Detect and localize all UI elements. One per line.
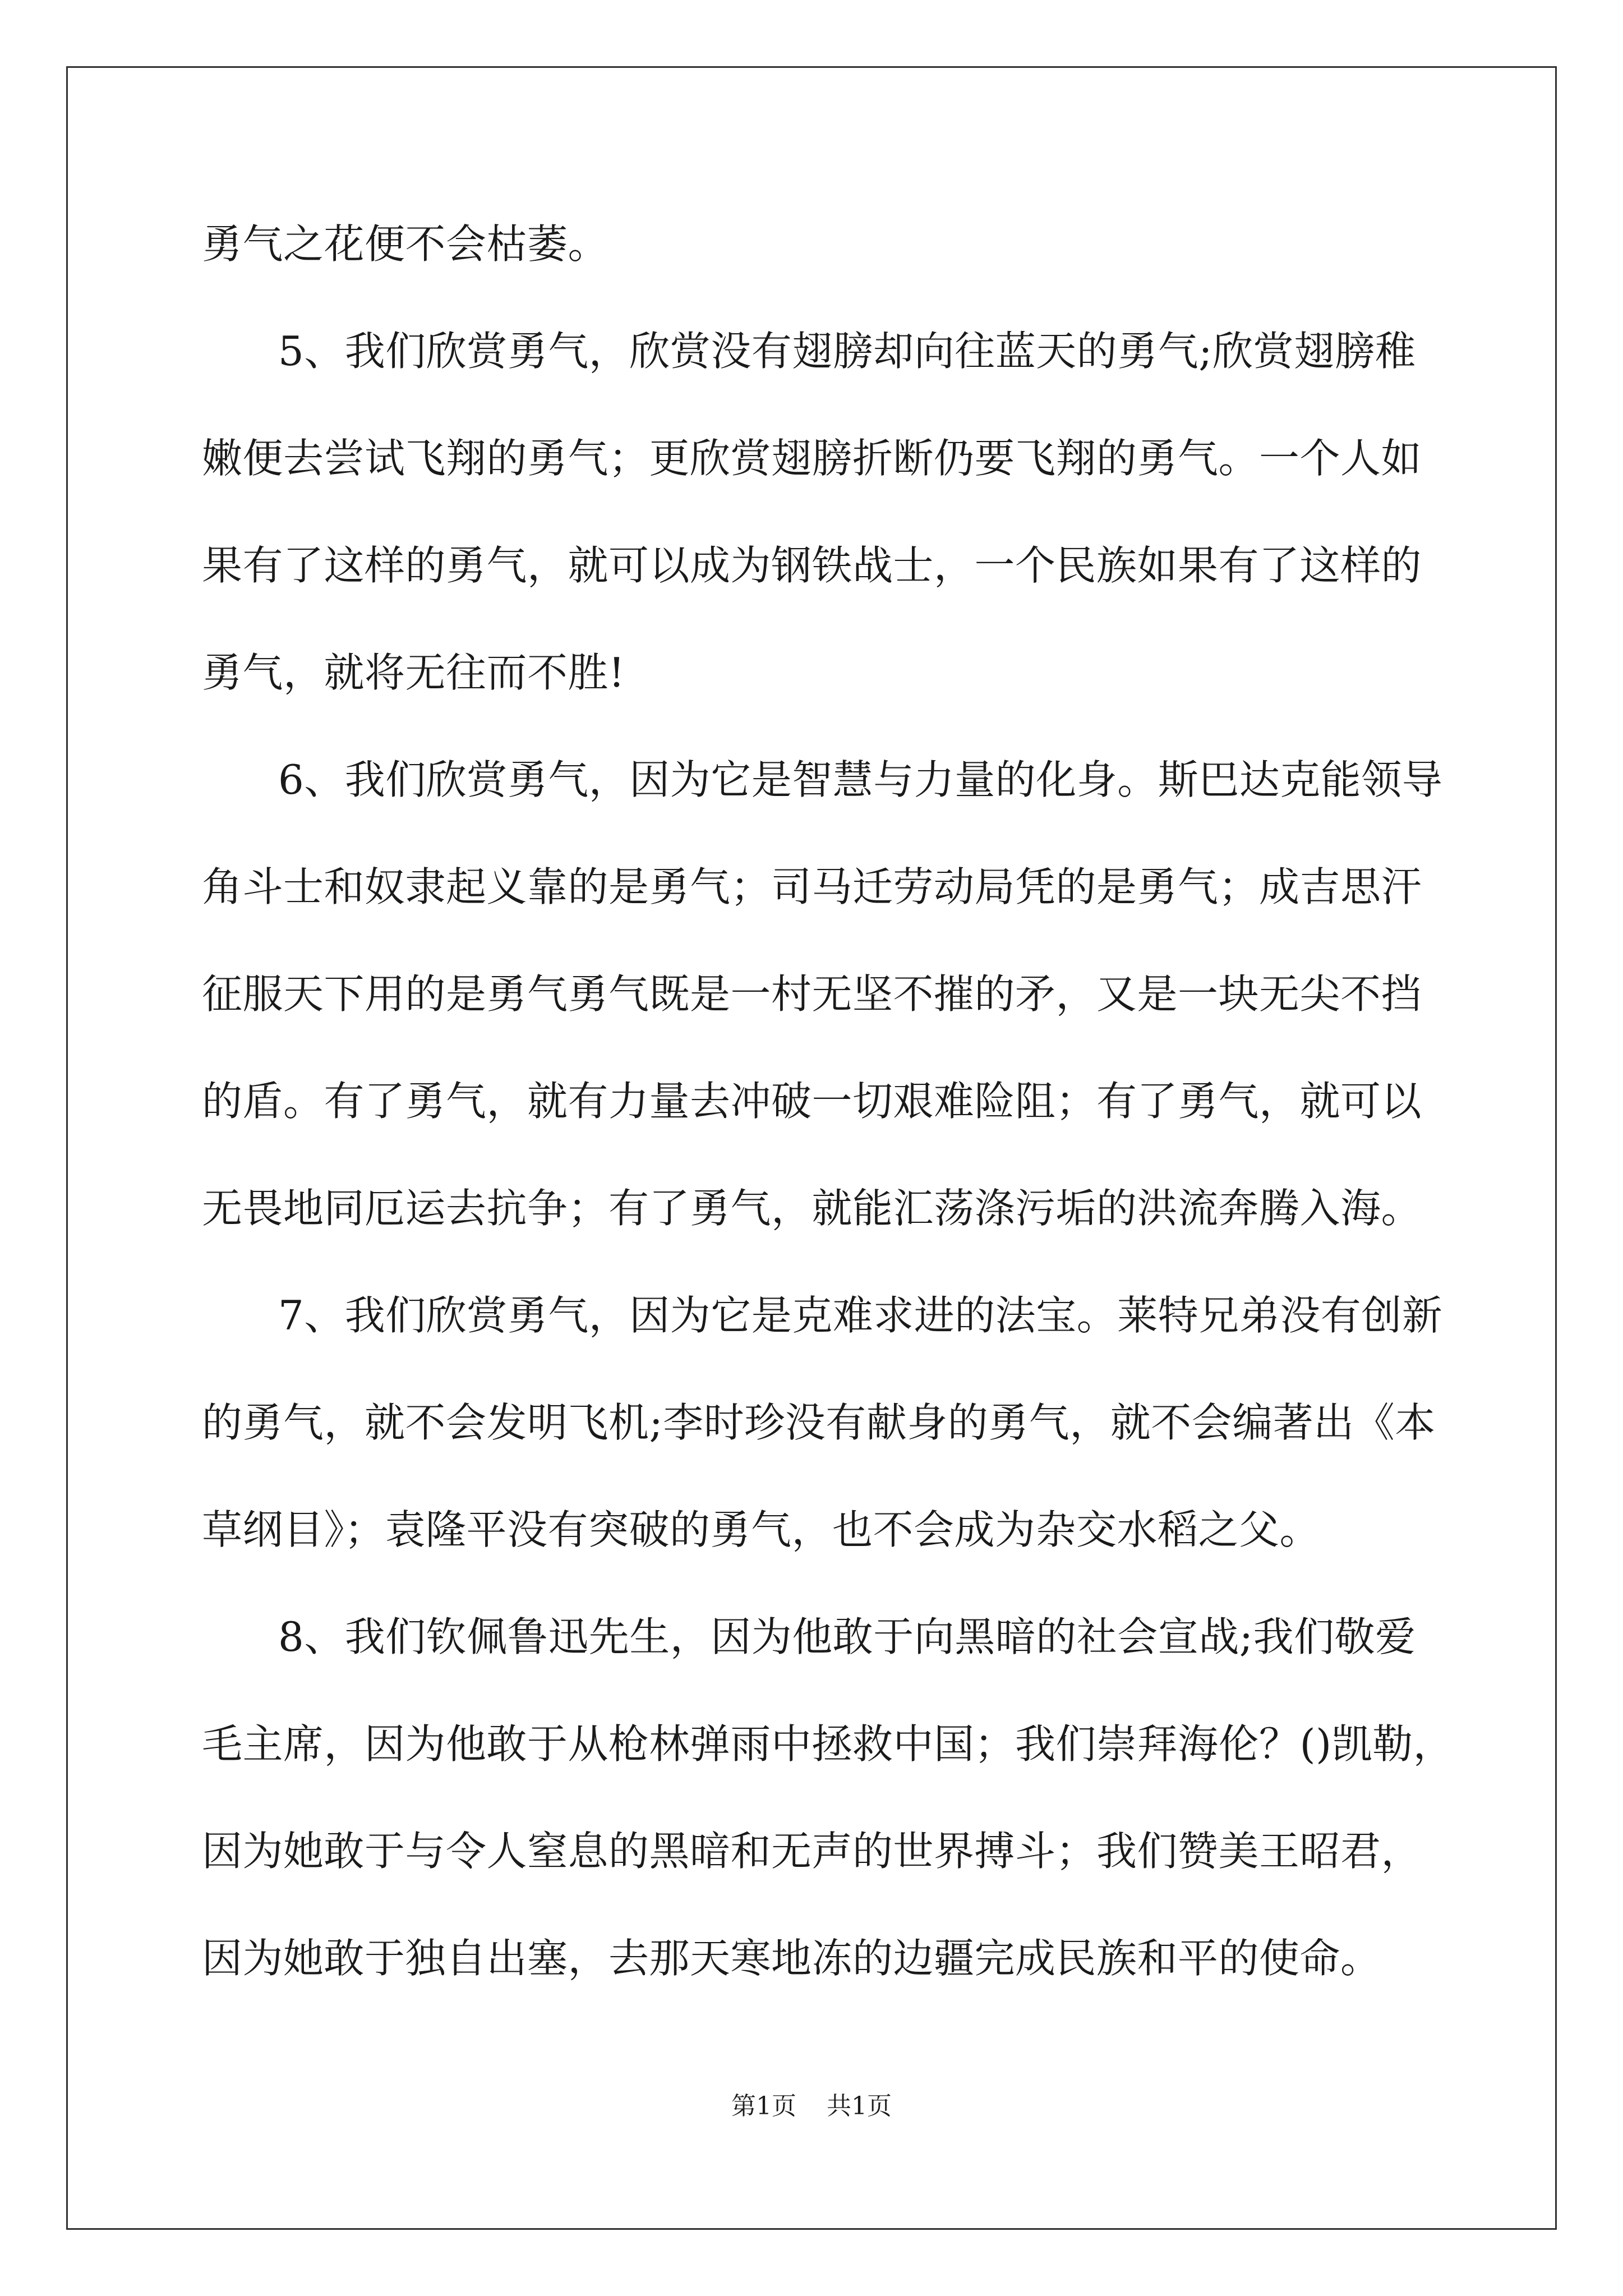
page-number: 第1页 [731, 2092, 796, 2120]
text-line: 的盾。有了勇气，就有力量去冲破一切艰难险阻；有了勇气，就可以 [202, 1078, 1422, 1125]
text-line: 果有了这样的勇气，就可以成为钢铁战士，一个民族如果有了这样的 [202, 542, 1422, 589]
text-line: 8、我们钦佩鲁迅先生，因为他敢于向黑暗的社会宣战;我们敬爱 [278, 1613, 1416, 1660]
text-line: 勇气，就将无往而不胜! [202, 649, 625, 696]
text-line: 征服天下用的是勇气勇气既是一村无坚不摧的矛，又是一块无尖不挡 [202, 970, 1422, 1018]
text-line: 的勇气，就不会发明飞机;李时珍没有献身的勇气，就不会编著出《本 [202, 1399, 1436, 1446]
text-line: 7、我们欣赏勇气，因为它是克难求进的法宝。莱特兄弟没有创新 [278, 1292, 1443, 1339]
text-line: 5、我们欣赏勇气，欣赏没有翅膀却向往蓝天的勇气;欣赏翅膀稚 [278, 328, 1416, 375]
text-line: 嫩便去尝试飞翔的勇气；更欣赏翅膀折断仍要飞翔的勇气。一个人如 [202, 435, 1422, 482]
text-line: 勇气之花便不会枯萎。 [202, 220, 609, 268]
document-body [202, 191, 1454, 2012]
page-total: 共1页 [827, 2092, 892, 2120]
text-line: 无畏地同厄运去抗争；有了勇气，就能汇荡涤污垢的洪流奔腾入海。 [202, 1185, 1422, 1232]
page-footer [0, 2090, 1623, 2123]
text-line: 毛主席，因为他敢于从枪林弹雨中拯救中国；我们崇拜海伦？()凯勒， [202, 1720, 1454, 1768]
text-line: 6、我们欣赏勇气，因为它是智慧与力量的化身。斯巴达克能领导 [278, 756, 1443, 803]
text-line: 草纲目》；袁隆平没有突破的勇气，也不会成为杂交水稻之父。 [202, 1506, 1321, 1553]
text-line: 角斗士和奴隶起义靠的是勇气；司马迁劳动局凭的是勇气；成吉思汗 [202, 863, 1422, 910]
text-line: 因为她敢于与令人窒息的黑暗和无声的世界搏斗；我们赞美王昭君， [202, 1828, 1422, 1875]
text-line: 因为她敢于独自出塞，去那天寒地冻的边疆完成民族和平的使命。 [202, 1935, 1381, 1982]
